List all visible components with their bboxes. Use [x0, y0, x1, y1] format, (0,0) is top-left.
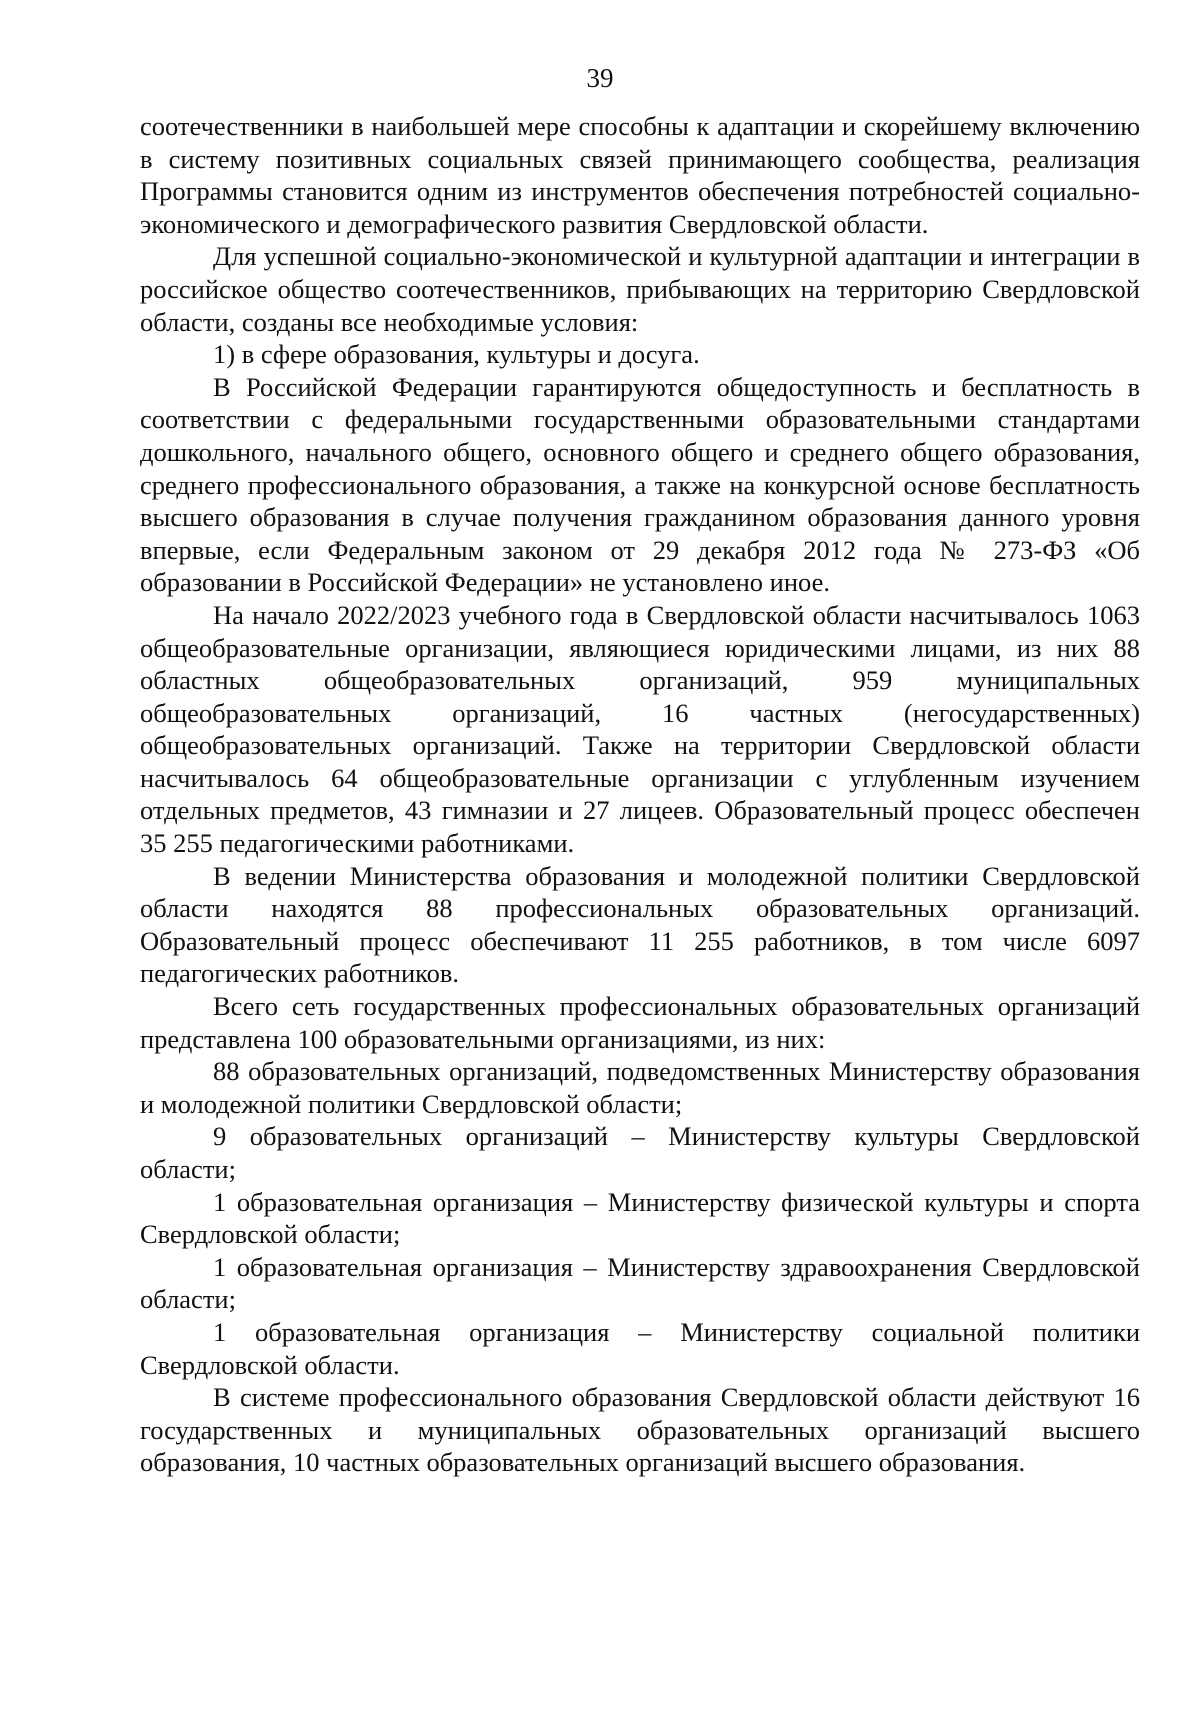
list-item: 1 образовательная организация – Министерству социальной политики Свердловской области.	[140, 1316, 1140, 1380]
paragraph: Для успешной социально-экономической и культурной адаптации и интеграции в российское общество соотечественников, прибывающих на территорию Свердловской области, созданы все необходимые условия:	[140, 241, 1140, 337]
paragraph: 1) в сфере образования, культуры и досуга.	[213, 339, 700, 370]
paragraph: На начало 2022/2023 учебного года в Свердловской области насчитывалось 1063 общеобразовательные организации, являющиеся юридическими лицами, из них 88 областных общеобразовательных организаций, 959 муниципальных общеобразовательных организаций, 16 частных (негосударственных) общеобразовательных организаций. Также на территории Свердловской области насчитывалось 64 общеобразовательные организации с углубленным изучением отдельных предметов, 43 гимназии и 27 лицеев. Образовательный процесс обеспечен 35 255 педагогическими работниками.	[140, 599, 1140, 859]
paragraph: В ведении Министерства образования и молодежной политики Свердловской области находятся 88 профессиональных образовательных организаций. Образовательный процесс обеспечивают 11 255 работников, в том числе 6097 педагогических работников.	[140, 860, 1140, 989]
list-item: 1 образовательная организация – Министерству физической культуры и спорта Свердловской области;	[140, 1186, 1140, 1250]
paragraph: Всего сеть государственных профессиональных образовательных организаций представлена 100 образовательными организациями, из них:	[140, 991, 1140, 1054]
paragraph: В системе профессионального образования Свердловской области действуют 16 государственных и муниципальных образовательных организаций высшего образования, 10 частных образовательных организаций высшего образования.	[140, 1382, 1140, 1478]
list-item: 88 образовательных организаций, подведомственных Министерству образования и молодежной политики Свердловской области;	[140, 1056, 1140, 1119]
paragraph: соотечественники в наибольшей мере способны к адаптации и скорейшему включению в систему позитивных социальных связей принимающего сообщества, реализация Программы становится одним из инструментов обеспечения потребностей социально-экономического и демографического развития Свердловской области.	[140, 111, 1140, 239]
paragraph: В Российской Федерации гарантируются общедоступность и бесплатность в соответствии с федеральными государственными образовательными стандартами дошкольного, начального общего, основного общего и среднего общего образования, среднего профессионального образования, а также на конкурсной основе бесплатность высшего образования в случае получения гражданином образования данного уровня впервые, если Федеральным законом от 29 декабря 2012 года № 273-ФЗ «Об образовании в Российской Федерации» не установлено иное.	[140, 371, 1140, 598]
page-number: 39	[586, 63, 614, 93]
list-item: 1 образовательная организация – Министерству здравоохранения Свердловской области;	[140, 1251, 1140, 1315]
document-body	[140, 110, 1140, 1479]
list-item: 9 образовательных организаций – Министерству культуры Свердловской области;	[140, 1121, 1140, 1184]
